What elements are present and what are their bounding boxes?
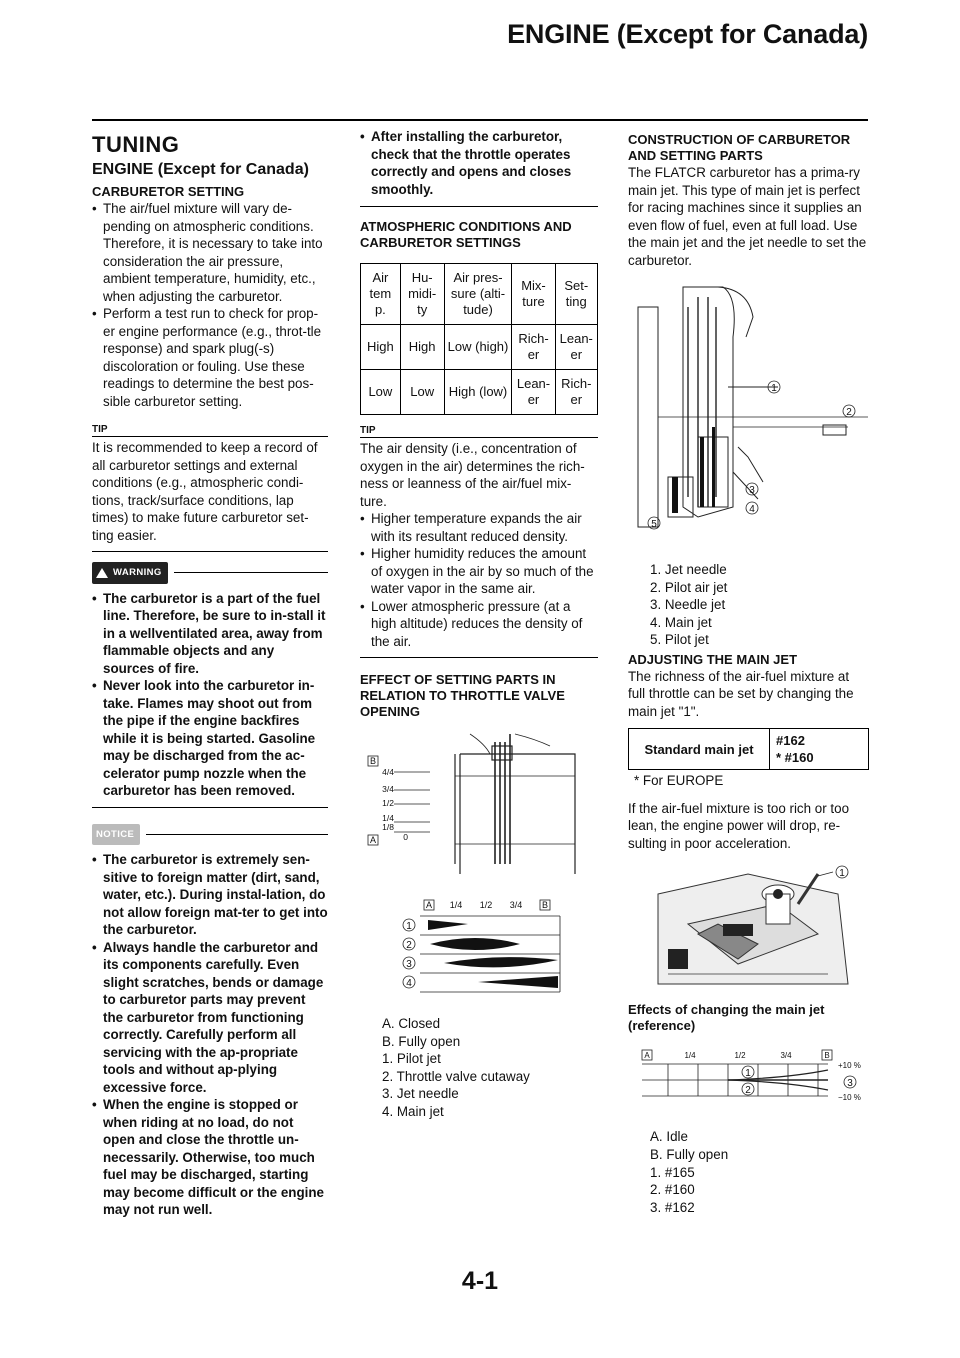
tip-list [360,510,598,650]
construction-heading: CONSTRUCTION OF CARBURETOR AND SETTING PARTS [628,132,851,163]
legend-item: 3. Needle jet [650,597,726,613]
scale-label: 4/4 [382,767,394,777]
subsection-title: ENGINE (Except for Canada) [92,161,309,178]
notice-label: NOTICE [96,828,135,840]
main-jet-photo [628,864,869,994]
table-header-cell: Mix- ture [512,264,555,325]
letter-B: B [369,756,377,766]
callout: 5 [651,519,657,530]
warning-label: WARNING [113,567,162,578]
list-item: • After installing the carburetor, check that the throttle operates correctly and opens and closes smoothly. [360,128,598,198]
legend-item: 2. Pilot air jet [650,579,728,595]
legend-item: 3. Jet needle [382,1086,459,1102]
main-jet-wedge [478,976,558,988]
scale-label: 1/2 [382,798,394,808]
callout: 3 [749,485,755,496]
warning-list [92,590,328,800]
list-item: • Higher temperature expands the air with its resultant reduced density. [360,510,598,545]
main-jet-table [628,728,869,770]
tip-text: The air density (i.e., concentration of oxygen in the air) determines the rich-ness or leanness of the air/fuel mix-ture. [360,441,585,509]
table-cell: High (low) [444,370,512,415]
list-item: • The air/fuel mixture will vary de-pending on atmospheric conditions. Therefore, it is necessary to take into consideration the air pressure, ambient temperature, humidity, etc., when adjusting the carburetor. [92,200,328,305]
column-middle [360,128,598,1121]
tip-end-rule [92,551,328,552]
table-label-cell: Standard main jet [629,729,770,770]
chart-letter-B: B [541,900,549,910]
atmospheric-heading: ATMOSPHERIC CONDITIONS AND CARBURETOR SETTINGS [360,219,572,250]
notice-header [92,824,328,846]
warning-rule [174,572,328,573]
table-header-cell: Hu- midi- ty [400,264,444,325]
row-number: 1 [406,921,412,932]
value-standard: #162 [776,733,805,749]
install-end-rule [360,206,598,207]
tip-end-rule [360,657,598,658]
tip-rule [92,436,328,437]
rich-lean-text: If the air-fuel mixture is too rich or too lean, the engine power will drop, re-sulting in poor acceleration. [628,800,850,851]
page-number: 4-1 [461,1267,499,1295]
effects-heading: Effects of changing the main jet (reference) [628,1002,825,1034]
tip-label: TIP [92,424,108,435]
table-cell: Rich- er [512,325,555,370]
legend-item: A. Idle [650,1129,688,1145]
carburetor-cutaway-figure [628,277,869,557]
table-cell: Lean- er [555,325,597,370]
legend-item: 1. Jet needle [650,562,727,577]
axis-label: 3/4 [780,1051,792,1061]
table-cell: Low [361,370,401,415]
notice-rule [146,834,328,835]
scale-label: 1/8 [382,822,394,832]
row-number: 2 [406,940,412,951]
list-item: • Never look into the carburetor in-take. Flames may shoot out from the pipe if the engine backfires while it is being started. Gasoline may be discharged from the ac-celerator pump nozzle when the carburetor has been removed. [92,677,328,800]
list-item: • When the engine is stopped or when riding at no load, do not open and close the throttle un-necessarily. Otherwise, too much fuel may be discharged, starting may become difficult or the engine may not run well. [92,1096,328,1219]
legend-item: 4. Main jet [650,614,712,630]
callout: 1 [771,383,777,394]
callout: 2 [745,1085,751,1097]
adjust-heading: ADJUSTING THE MAIN JET [628,651,798,667]
table-cell: High [361,325,401,370]
table-header-cell: Air tem p. [361,264,401,325]
table-header-cell: Air pres- sure (alti- tude) [444,264,512,325]
pct-label: +10 % [838,1061,861,1071]
throttle-valve-illustration [455,734,575,874]
jet-needle-lens [444,957,558,967]
scale-label: 0 [403,832,408,842]
row-number: 3 [406,959,412,970]
column-left [92,128,328,1219]
legend-item: 4. Main jet [382,1103,444,1119]
table-cell: Low (high) [444,325,512,370]
letter-A: A [369,835,377,845]
notice-badge [92,824,140,846]
list-item: • Perform a test run to check for prop-er engine performance (e.g., throt-tle response) and spark plug(-s) discoloration or fouling. Use these readings to determine the best pos-sible carburetor setting. [92,305,328,410]
legend-item: 1. Pilot jet [382,1051,441,1067]
list-item: • Higher humidity reduces the amount of oxygen in the air by so much of the water vapor in the same air. [360,545,598,598]
legend-item: 5. Pilot jet [650,632,709,648]
footnote: * For EUROPE [634,773,724,789]
table-cell: Lean- er [512,370,555,415]
list-item: • Lower atmospheric pressure (at a high altitude) reduces the density of the air. [360,598,598,651]
section-title: TUNING [92,132,180,157]
cutaway-lens [430,938,520,950]
tip-rule [360,437,598,438]
atmospheric-table [360,263,598,415]
effect-heading: EFFECT OF SETTING PARTS IN RELATION TO THROTTLE VALVE OPENING [360,672,565,719]
table-cell: High [400,325,444,370]
letter-A: A [644,1051,650,1061]
chart-row-numbers [403,919,415,989]
table-row [361,370,598,415]
warning-header [92,562,328,584]
callout: 4 [749,504,755,515]
row-number: 4 [406,978,412,989]
carb-legend [650,561,869,649]
warning-triangle-icon [96,568,108,578]
legend-item: 2. #160 [650,1182,695,1198]
header-rule [92,119,868,121]
notice-list [92,851,328,1219]
carburetor-setting-heading: CARBURETOR SETTING [92,184,245,199]
table-cell: Low [400,370,444,415]
callout: 1 [745,1068,751,1080]
throttle-valve-figure [360,724,598,1009]
table-value-cell [770,729,869,770]
table-header-cell: Set- ting [555,264,597,325]
install-check-list [360,128,598,198]
chart-axis-label: 1/2 [479,900,493,910]
construction-text: The FLATCR carburetor has a prima-ry main jet. This type of main jet is perfect for racing machines since it supplies an even flow of fuel, even at full load. Use the main jet and the jet needle to set the carburetor. [628,165,867,268]
value-europe: * #160 [776,750,814,766]
legend-item: B. Fully open [650,1147,729,1163]
legend-item: 3. #162 [650,1199,695,1215]
list-item: • Always handle the carburetor and its components carefully. Even slight scratches, bends or damage to carburetor parts may prevent the carburetor from functioning correctly. Carefully perform all servicing with the ap-propriate tools and without ap-plying excessive force. [92,939,328,1097]
callout: 1 [839,868,845,880]
tip-text: It is recommended to keep a record of all carburetor settings and external conditions (e.g., atmospheric condi-tions, track/surface conditions, lap times) to make future carburetor set-ting easier. [92,440,318,543]
list-item: • The carburetor is a part of the fuel line. Therefore, be sure to in-stall it in a wellventilated area, away from flammable objects and any sources of fire. [92,590,328,678]
legend-item: A. Closed [382,1016,441,1031]
legend-item: B. Fully open [382,1033,461,1049]
table-cell: Rich- er [555,370,597,415]
letter-B: B [824,1051,830,1061]
callout: 2 [846,407,852,418]
pilot-jet-wedge [428,920,468,930]
pct-label: −10 % [838,1093,861,1103]
legend-item: 1. #165 [650,1164,695,1180]
column-right [628,128,869,1216]
effects-chart [628,1042,869,1122]
page-header-title: ENGINE (Except for Canada) [507,19,868,49]
axis-label: 1/4 [684,1051,696,1061]
effects-legend [650,1128,869,1216]
legend-item: 2. Throttle valve cutaway [382,1068,530,1084]
callout: 3 [847,1078,853,1090]
chart-letter-A: A [425,900,433,910]
warning-badge [92,562,168,584]
scale-label: 3/4 [382,784,394,794]
table-row [629,729,869,770]
carb-callouts [648,381,855,530]
list-item: • The carburetor is extremely sen-sitive to foreign matter (dirt, sand, water, etc.). During instal-lation, do not allow foreign mat-ter to get into the carburetor. [92,851,328,939]
adjust-text: The richness of the air-fuel mixture at full throttle can be set by changing the main jet "1". [628,668,854,719]
table-row [361,325,598,370]
chart-axis-label: 3/4 [509,900,523,910]
warning-end-rule [92,807,328,808]
scale-label: 1/4 [382,813,394,823]
carb-setting-list [92,200,328,410]
letter-boxes [368,756,378,845]
opening-scale [394,772,430,832]
chart-axis-label: 1/4 [449,900,463,910]
tip-label: TIP [360,425,376,436]
axis-label: 1/2 [734,1051,746,1061]
figure-legend [382,1015,598,1121]
